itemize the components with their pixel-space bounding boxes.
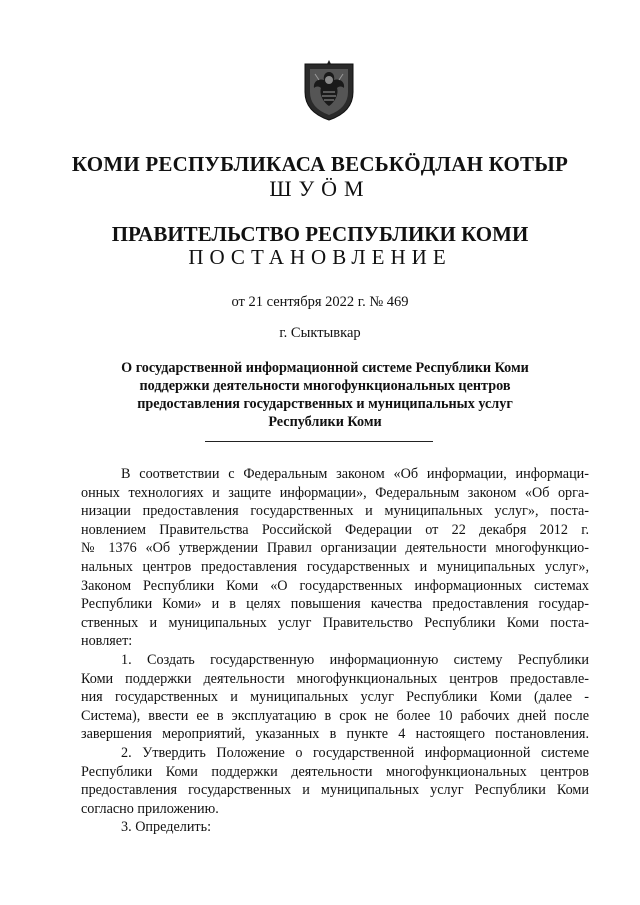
body-line: № 1376 «Об утверждении Правил организации деятельности многофункцио- (81, 540, 589, 557)
body-line: Республики Коми поддержки деятельности многофункциональных центров (81, 763, 589, 780)
body-line: новлением Правительства Российской Федерации от 22 декабря 2012 г. (81, 521, 589, 538)
body-line: Законом Республики Коми «О государственных информационных системах (81, 577, 589, 594)
komi-document-type: ШУӦМ (269, 176, 371, 201)
resolution-body (81, 465, 589, 837)
body-line: ния государственных и муниципальных услуг Республики Коми (далее - (81, 689, 589, 706)
komi-authority-title: КОМИ РЕСПУБЛИКАСА ВЕСЬКӦДЛАН КОТЫР (71, 152, 569, 176)
body-line: Система), ввести ее в эксплуатацию в срок не более 10 рабочих дней после (81, 707, 589, 724)
body-line: 3. Определить: (121, 819, 212, 836)
body-line: новляет: (81, 633, 133, 650)
body-line: онных технологиях и защите информации», Федеральным законом «Об орга- (81, 484, 589, 501)
body-line: согласно приложению. (81, 800, 219, 817)
body-line: Республики Коми» и в целях повышения качества предоставления государ- (81, 596, 589, 613)
body-line: Коми поддержки деятельности многофункциональных центров предоставле- (81, 670, 589, 687)
title-divider (205, 441, 433, 442)
title-line: поддержки деятельности многофункциональных центров (139, 378, 511, 394)
document-city: г. Сыктывкар (279, 325, 361, 341)
resolution-title (80, 359, 570, 431)
body-line: 2. Утвердить Положение о государственной информационной системе (121, 744, 589, 761)
title-line: Республики Коми (268, 414, 382, 430)
body-line: низации предоставления государственных и муниципальных услуг», поста- (81, 503, 589, 520)
komi-coat-of-arms-icon (303, 58, 355, 122)
body-line: завершения мероприятий, указанных в пункте 4 настоящего постановления. (81, 726, 589, 743)
body-line: 1. Создать государственную информационную систему Республики (121, 651, 589, 668)
document-type: ПОСТАНОВЛЕНИЕ (188, 245, 452, 269)
body-line: предоставления государственных и муниципальных услуг Республики Коми (81, 782, 589, 799)
body-line: В соответствии с Федеральным законом «Об информации, информаци- (121, 466, 589, 482)
title-line: предоставления государственных и муниципальных услуг (137, 396, 513, 412)
title-line: О государственной информационной системе Республики Коми (121, 360, 529, 376)
document-date-number: от 21 сентября 2022 г. № 469 (231, 294, 409, 310)
government-title: ПРАВИТЕЛЬСТВО РЕСПУБЛИКИ КОМИ (111, 222, 529, 246)
body-line: ственных и муниципальных услуг Правительство Республики Коми поста- (81, 614, 589, 631)
body-line: нальных центров предоставления государственных и муниципальных услуг», (81, 558, 589, 575)
